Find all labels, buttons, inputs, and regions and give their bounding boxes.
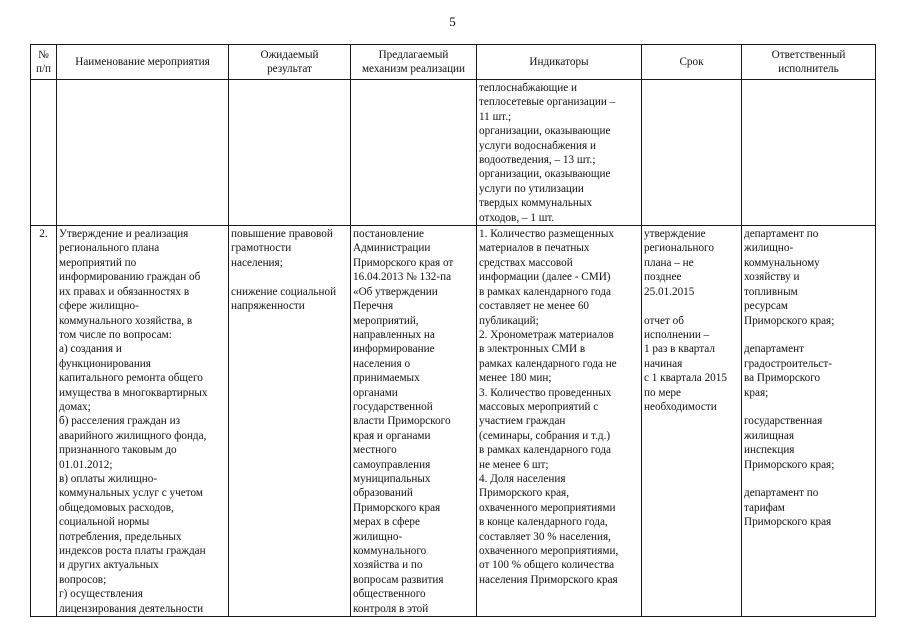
measures-table [30,44,876,617]
header-responsible: Ответственный исполнитель [742,45,876,80]
cell-mechanism: постановление Администрации Приморского края от 16.04.2013 № 132-па «Об утверждении Перечня мероприятий, направленных на информирование населения о принимаемых органами государственной власти Приморского края и органами местного самоуправления муниципальных образований Приморского края мерах в сфере жилищно- коммунального хозяйства и по вопросам развития общественного контроля в этой [351,226,477,617]
page-number: 5 [449,14,456,29]
cell-num [31,80,57,226]
header-row [31,45,876,80]
cell-name: Утверждение и реализация регионального плана мероприятий по информированию граждан об их правах и обязанностях в сфере жилищно- коммунального хозяйства, в том числе по вопросам: а) создания и функционирования капитального ремонта общего имущества в многоквартирных домах; б) расселения граждан из аварийного жилищного фонда, признанного таковым до 01.01.2012; в) оплаты жилищно- коммунальных услуг с учетом общедомовых расходов, социальной нормы потребления, предельных индексов роста платы граждан и других актуальных вопросов; г) осуществления лицензирования деятельности [57,226,229,617]
cell-term [642,80,742,226]
cell-num: 2. [31,226,57,617]
cell-term: утверждение регионального плана – не позднее 25.01.2015 отчет об исполнении – 1 раз в квартал начиная с 1 квартала 2015 по мере необходимости [642,226,742,617]
header-name: Наименование мероприятия [57,45,229,80]
cell-responsible: департамент по жилищно- коммунальному хозяйству и топливным ресурсам Приморского края; департамент градостроительст- ва Приморского края; государственная жилищная инспекция Приморского края; департамент по тарифам Приморского края [742,226,876,617]
header-term: Срок [642,45,742,80]
header-result: Ожидаемый результат [229,45,351,80]
header-indicators: Индикаторы [477,45,642,80]
header-mechanism: Предлагаемый механизм реализации [351,45,477,80]
table-row [31,226,876,617]
cell-result: повышение правовой грамотности населения; снижение социальной напряженности [229,226,351,617]
cell-indicators: теплоснабжающие и теплосетевые организации – 11 шт.; организации, оказывающие услуги водоснабжения и водоотведения, – 13 шт.; организации, оказывающие услуги по утилизации твердых коммунальных отходов, – 1 шт. [477,80,642,226]
cell-name [57,80,229,226]
cell-indicators: 1. Количество размещенных материалов в печатных средствах массовой информации (далее - СМИ) в рамках календарного года составляет не менее 60 публикаций; 2. Хронометраж материалов в электронных СМИ в рамках календарного года не менее 180 мин; 3. Количество проведенных массовых мероприятий с участием граждан (семинары, собрания и т.д.) в рамках календарного года не менее 6 шт; 4. Доля населения Приморского края, охваченного мероприятиями в конце календарного года, составляет 30 % населения, охваченного мероприятиями, от 100 % общего количества населения Приморского края [477,226,642,617]
table-row [31,80,876,226]
cell-responsible [742,80,876,226]
cell-mechanism [351,80,477,226]
header-num: № п/п [31,45,57,80]
cell-result [229,80,351,226]
